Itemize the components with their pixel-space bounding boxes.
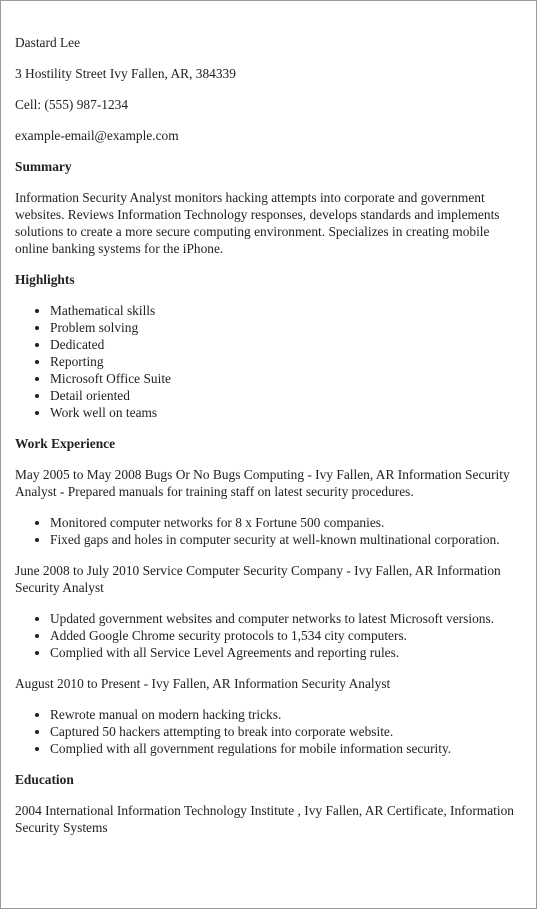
job-2-header: June 2008 to July 2010 Service Computer Security Company - Ivy Fallen, AR Information Security Analyst: [15, 563, 501, 595]
highlights-heading: Highlights: [15, 272, 75, 287]
job-1-duties: [15, 514, 522, 548]
contact-name: Dastard Lee: [15, 35, 81, 50]
job-duty-item: • Complied with all Service Level Agreements and reporting rules.: [50, 644, 522, 661]
highlight-item: • Dedicated: [50, 336, 522, 353]
highlight-item: • Reporting: [50, 353, 522, 370]
experience-heading: Work Experience: [15, 436, 116, 451]
highlight-item: • Detail oriented: [50, 387, 522, 404]
highlight-item: • Problem solving: [50, 319, 522, 336]
job-duty-item: • Updated government websites and computer networks to latest Microsoft versions.: [50, 610, 522, 627]
contact-phone: Cell: (555) 987-1234: [15, 97, 129, 112]
job-1-header: May 2005 to May 2008 Bugs Or No Bugs Computing - Ivy Fallen, AR Information Security Analyst - Prepared manuals for training staff on latest security procedures.: [15, 467, 510, 499]
contact-email: example-email@example.com: [15, 128, 179, 143]
job-duty-item: • Rewrote manual on modern hacking tricks.: [50, 706, 522, 723]
job-duty-item: • Complied with all government regulations for mobile information security.: [50, 740, 522, 757]
summary-heading: Summary: [15, 159, 72, 174]
job-duty-item: • Fixed gaps and holes in computer security at well-known multinational corporation.: [50, 531, 522, 548]
education-heading: Education: [15, 772, 74, 787]
highlights-list: [15, 302, 522, 421]
job-duty-item: • Added Google Chrome security protocols to 1,534 city computers.: [50, 627, 522, 644]
highlight-item: • Mathematical skills: [50, 302, 522, 319]
contact-address: 3 Hostility Street Ivy Fallen, AR, 384339: [15, 66, 236, 81]
highlight-item: • Work well on teams: [50, 404, 522, 421]
job-duty-item: • Captured 50 hackers attempting to break into corporate website.: [50, 723, 522, 740]
job-3-duties: [15, 706, 522, 757]
job-2-duties: [15, 610, 522, 661]
job-duty-item: • Monitored computer networks for 8 x Fortune 500 companies.: [50, 514, 522, 531]
summary-text: Information Security Analyst monitors hacking attempts into corporate and government websites. Reviews Information Technology responses, develops standards and implements solutions to create a more secure computing environment. Specializes in creating mobile online banking systems for the iPhone.: [15, 190, 500, 256]
job-3-header: August 2010 to Present - Ivy Fallen, AR Information Security Analyst: [15, 676, 391, 691]
education-text: 2004 International Information Technology Institute , Ivy Fallen, AR Certificate, Information Security Systems: [15, 803, 514, 835]
highlight-item: • Microsoft Office Suite: [50, 370, 522, 387]
